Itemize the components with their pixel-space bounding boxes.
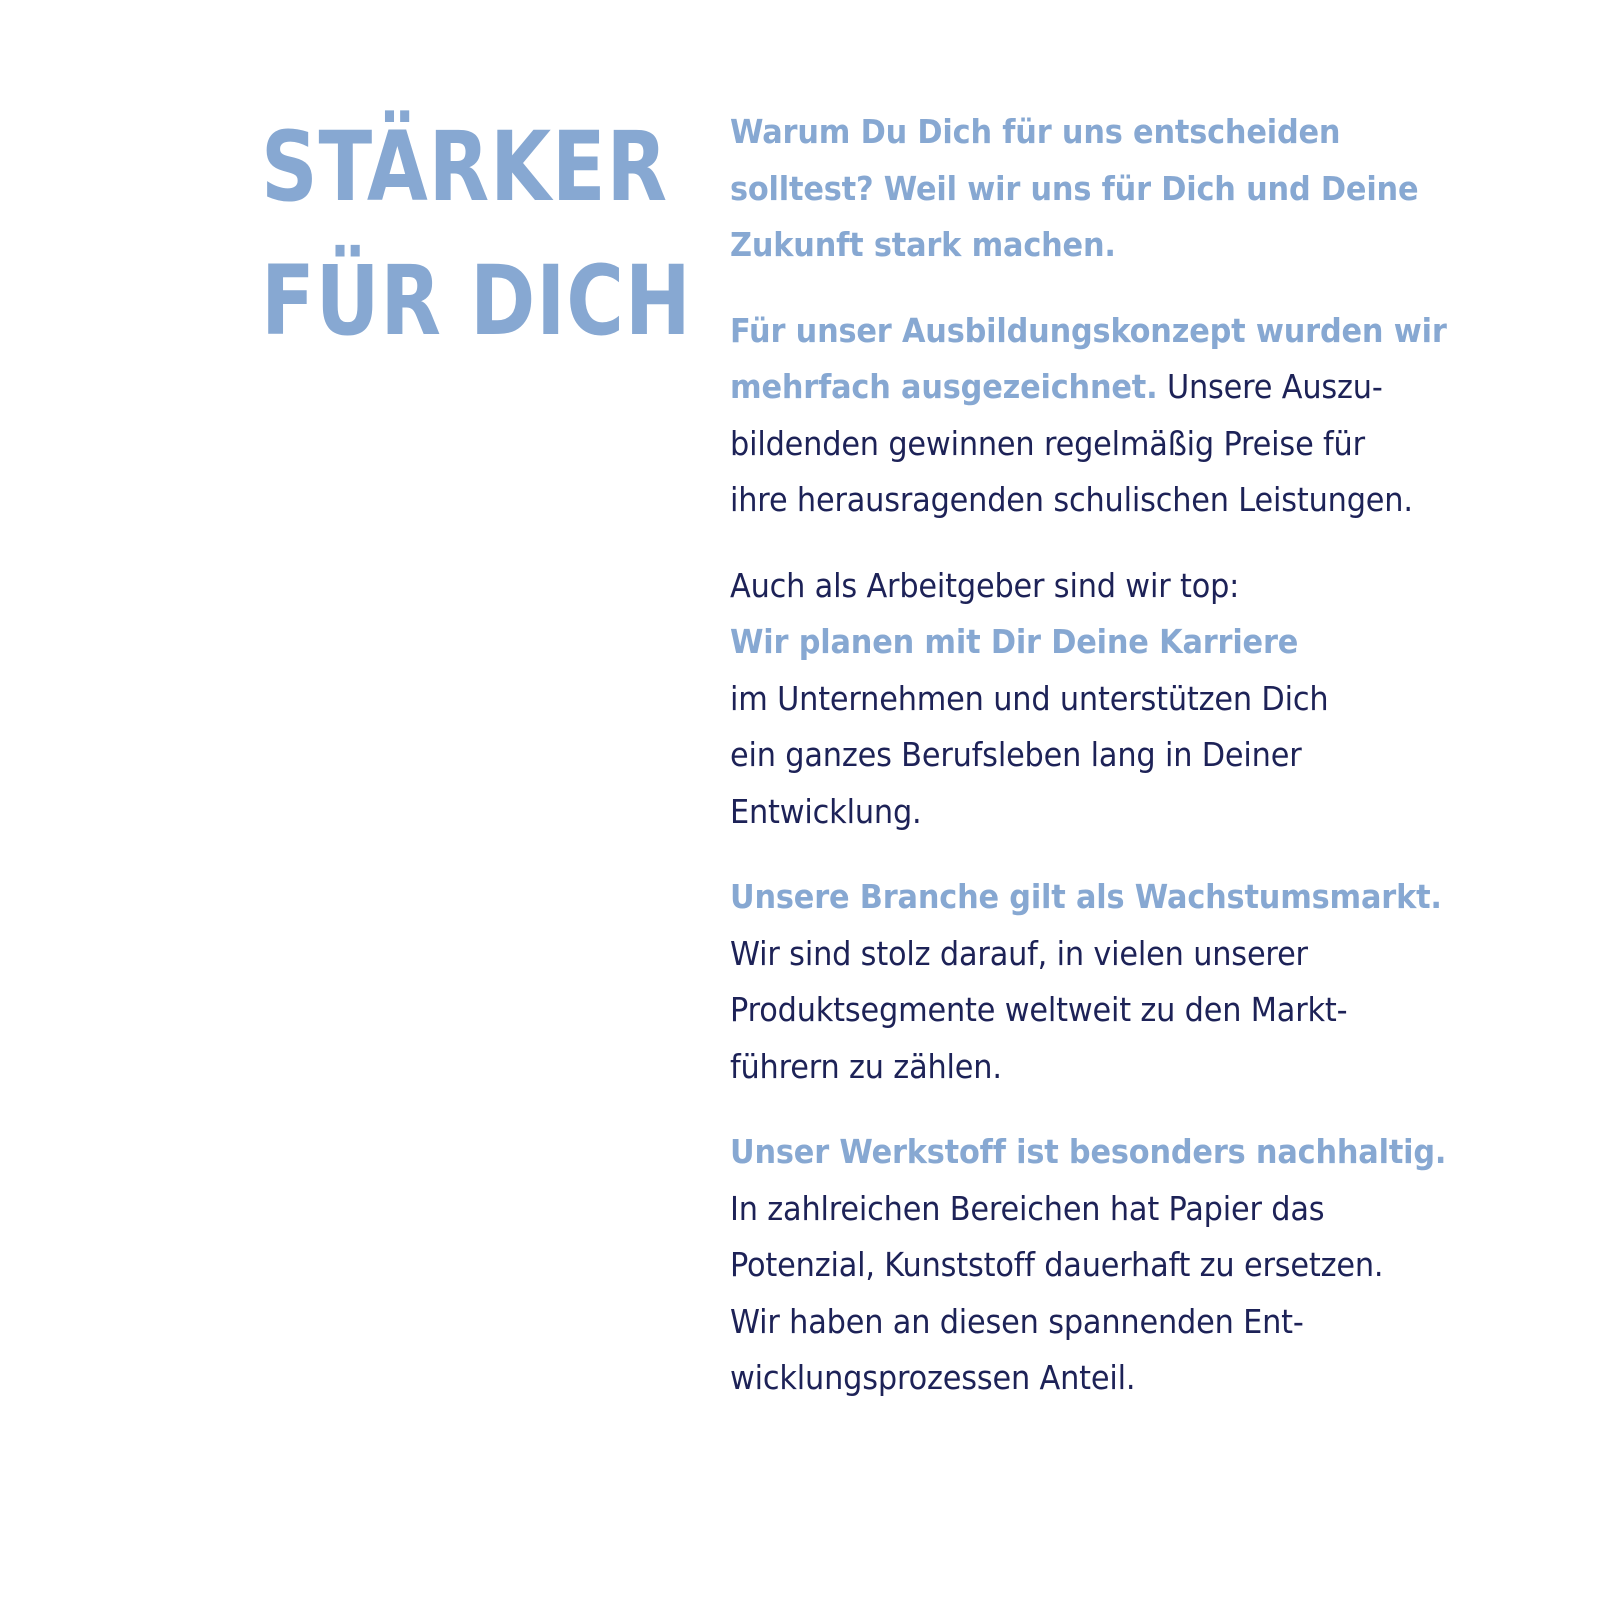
text-line bbox=[730, 359, 1466, 416]
highlight-text: Unsere Branche gilt als Wachstumsmarkt. bbox=[730, 877, 1442, 916]
body-text: In zahlreichen Bereichen hat Papier das bbox=[730, 1188, 1325, 1228]
text-line bbox=[730, 1294, 1466, 1351]
text-line bbox=[730, 472, 1466, 529]
text-line bbox=[730, 982, 1466, 1039]
headline bbox=[261, 100, 692, 368]
paragraph-employer bbox=[730, 558, 1466, 841]
paragraph-intro bbox=[730, 104, 1466, 274]
text-line bbox=[730, 926, 1466, 983]
body-text: wicklungsprozessen Anteil. bbox=[730, 1358, 1136, 1397]
body-text-column bbox=[730, 104, 1530, 1436]
body-text: Wir sind stolz darauf, in vielen unserer bbox=[730, 933, 1308, 973]
text-line bbox=[730, 614, 1466, 671]
highlight-text: solltest? Weil wir uns für Dich und Deine bbox=[730, 168, 1419, 208]
text-line bbox=[730, 727, 1466, 784]
text-line bbox=[730, 416, 1466, 473]
headline-line-1: STÄRKER bbox=[261, 111, 668, 223]
highlight-text: Warum Du Dich für uns entscheiden bbox=[730, 112, 1341, 151]
text-line bbox=[730, 671, 1466, 728]
text-line bbox=[730, 1039, 1466, 1096]
headline-line-2: FÜR DICH bbox=[261, 245, 692, 357]
highlight-text: Für unser Ausbildungskonzept wurden wir bbox=[730, 310, 1447, 350]
text-line bbox=[730, 161, 1466, 218]
body-text: Unsere Auszu- bbox=[1157, 367, 1383, 406]
text-line bbox=[730, 784, 1466, 841]
body-text: Auch als Arbeitgeber sind wir top: bbox=[730, 565, 1240, 605]
body-text: bildenden gewinnen regelmäßig Preise für bbox=[730, 423, 1365, 463]
body-text: Produktsegmente weltweit zu den Markt- bbox=[730, 990, 1348, 1029]
text-line bbox=[730, 869, 1466, 926]
text-line bbox=[730, 1237, 1466, 1294]
highlight-text: mehrfach ausgezeichnet. bbox=[730, 367, 1158, 406]
highlight-text: Zukunft stark machen. bbox=[730, 225, 1116, 264]
text-line bbox=[730, 558, 1466, 615]
body-text: ein ganzes Berufsleben lang in Deiner bbox=[730, 735, 1302, 774]
text-line bbox=[730, 217, 1466, 274]
body-text: ihre herausragenden schulischen Leistungen. bbox=[730, 480, 1413, 519]
paragraph-training bbox=[730, 303, 1466, 529]
text-line bbox=[730, 1181, 1466, 1238]
paragraph-industry bbox=[730, 869, 1466, 1095]
text-line bbox=[730, 1124, 1466, 1181]
text-line bbox=[730, 104, 1466, 161]
text-line bbox=[730, 303, 1466, 360]
body-text: Wir haben an diesen spannenden Ent- bbox=[730, 1301, 1304, 1341]
body-text: Potenzial, Kunststoff dauerhaft zu ersetzen. bbox=[730, 1245, 1384, 1284]
body-text: Entwicklung. bbox=[730, 791, 922, 831]
paragraph-material bbox=[730, 1124, 1466, 1407]
highlight-text: Wir planen mit Dir Deine Karriere bbox=[730, 622, 1299, 661]
highlight-text: Unser Werkstoff ist besonders nachhaltig. bbox=[730, 1132, 1447, 1171]
text-line bbox=[730, 1350, 1466, 1407]
body-text: führern zu zählen. bbox=[730, 1046, 1002, 1086]
body-text: im Unternehmen und unterstützen Dich bbox=[730, 678, 1329, 718]
